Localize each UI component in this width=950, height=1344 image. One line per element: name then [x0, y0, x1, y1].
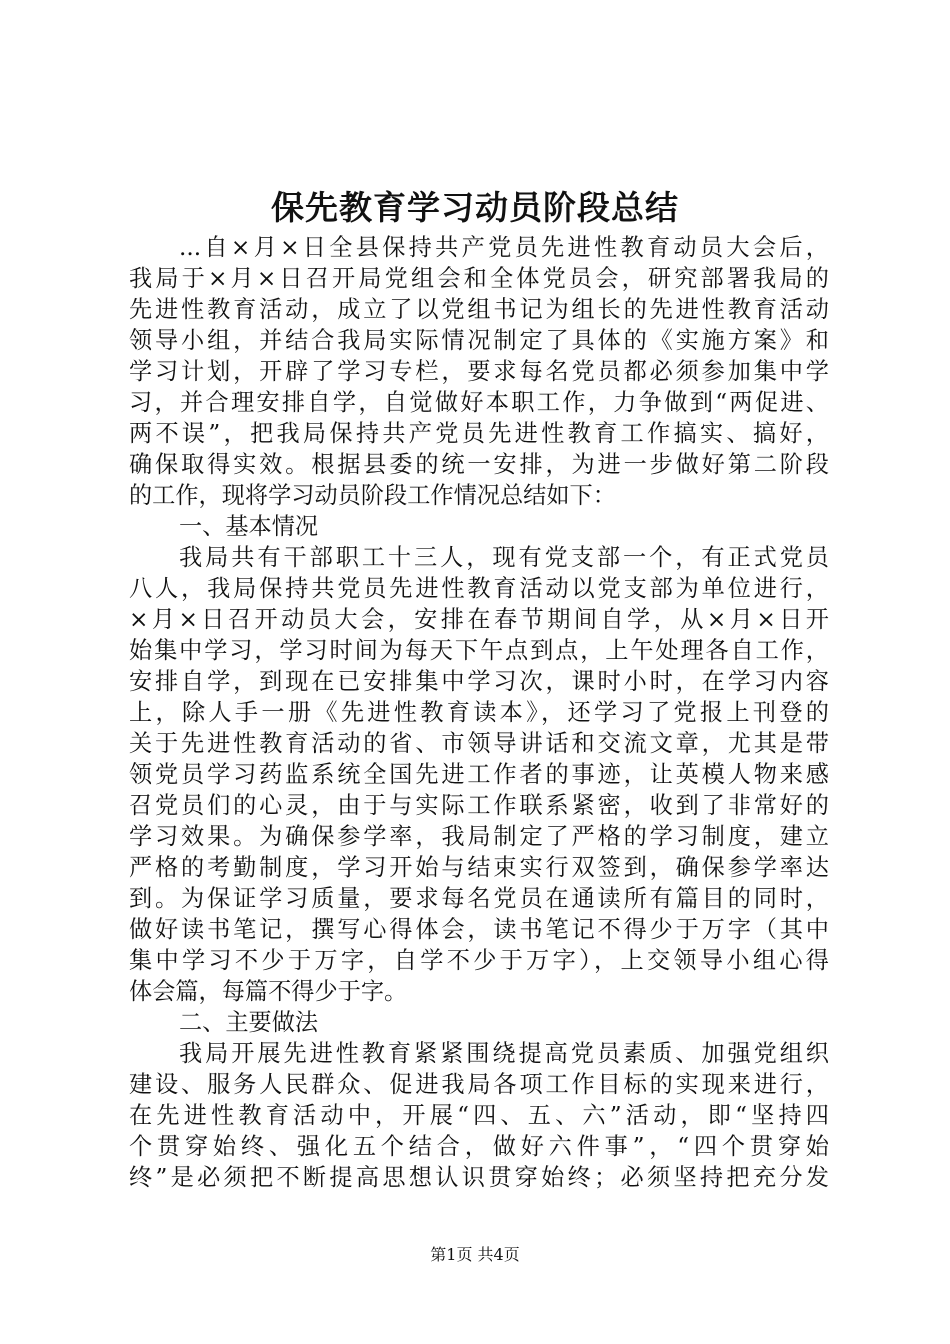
text-line: 的工作，现将学习动员阶段工作情况总结如下：: [129, 482, 616, 509]
text-line: 建设、服务人民群众、促进我局各项工作目标的实现来进行，: [129, 1071, 829, 1098]
document-body: [129, 232, 829, 1193]
text-line: 安排自学，到现在已安排集中学习次，课时小时，在学习内容: [129, 668, 829, 695]
text-line: 领党员学习药监系统全国先进工作者的事迹，让英模人物来感: [129, 761, 829, 788]
text-line: 做好读书笔记，撰写心得体会，读书笔记不得少于万字（其中: [129, 916, 829, 943]
text-line: 确保取得实效。根据县委的统一安排，为进一步做好第二阶段: [129, 451, 829, 478]
text-line: 严格的考勤制度，学习开始与结束实行双签到，确保参学率达: [129, 854, 829, 881]
text-line: 集中学习不少于万字，自学不少于万字），上交领导小组心得: [129, 947, 829, 974]
section-heading: 一、基本情况: [179, 513, 319, 540]
text-line: 习，并合理安排自学，自觉做好本职工作，力争做到“两促进、: [129, 389, 829, 416]
text-line: 到。为保证学习质量，要求每名党员在通读所有篇目的同时，: [129, 885, 829, 912]
text-line: 我局于×月×日召开局党组会和全体党员会，研究部署我局的: [129, 265, 829, 292]
text-line: 个贯穿始终、强化五个结合，做好六件事”，“四个贯穿始: [129, 1133, 829, 1160]
text-line: 体会篇，每篇不得少于字。: [129, 978, 408, 1005]
text-line: 八人，我局保持共党员先进性教育活动以党支部为单位进行，: [129, 575, 829, 602]
text-line: 领导小组，并结合我局实际情况制定了具体的《实施方案》和: [129, 327, 829, 354]
text-line: ×月×日召开动员大会，安排在春节期间自学，从×月×日开: [129, 606, 829, 633]
text-line: 上，除人手一册《先进性教育读本》，还学习了党报上刊登的: [129, 699, 829, 726]
section-heading: 二、主要做法: [179, 1009, 319, 1036]
text-line: 学习计划，开辟了学习专栏，要求每名党员都必须参加集中学: [129, 358, 829, 385]
text-line: 在先进性教育活动中，开展“四、五、六”活动，即“坚持四: [129, 1102, 829, 1129]
text-line: 终”是必须把不断提高思想认识贯穿始终；必须坚持把充分发: [129, 1164, 829, 1191]
text-line: 我局开展先进性教育紧紧围绕提高党员素质、加强党组织: [179, 1040, 829, 1067]
text-line: 先进性教育活动，成立了以党组书记为组长的先进性教育活动: [129, 296, 829, 323]
document-title: 保先教育学习动员阶段总结: [271, 188, 679, 227]
text-line: 我局共有干部职工十三人，现有党支部一个，有正式党员: [179, 544, 829, 571]
text-line: 关于先进性教育活动的省、市领导讲话和交流文章，尤其是带: [129, 730, 829, 757]
text-line: 学习效果。为确保参学率，我局制定了严格的学习制度，建立: [129, 823, 829, 850]
text-line: 召党员们的心灵，由于与实际工作联系紧密，收到了非常好的: [129, 792, 829, 819]
text-line: 两不误”，把我局保持共产党员先进性教育工作搞实、搞好，: [129, 420, 829, 447]
text-line: ...自×月×日全县保持共产党员先进性教育动员大会后，: [179, 234, 829, 261]
page-footer: 第1页 共4页: [430, 1245, 520, 1264]
text-line: 始集中学习，学习时间为每天下午点到点，上午处理各自工作，: [129, 637, 829, 664]
